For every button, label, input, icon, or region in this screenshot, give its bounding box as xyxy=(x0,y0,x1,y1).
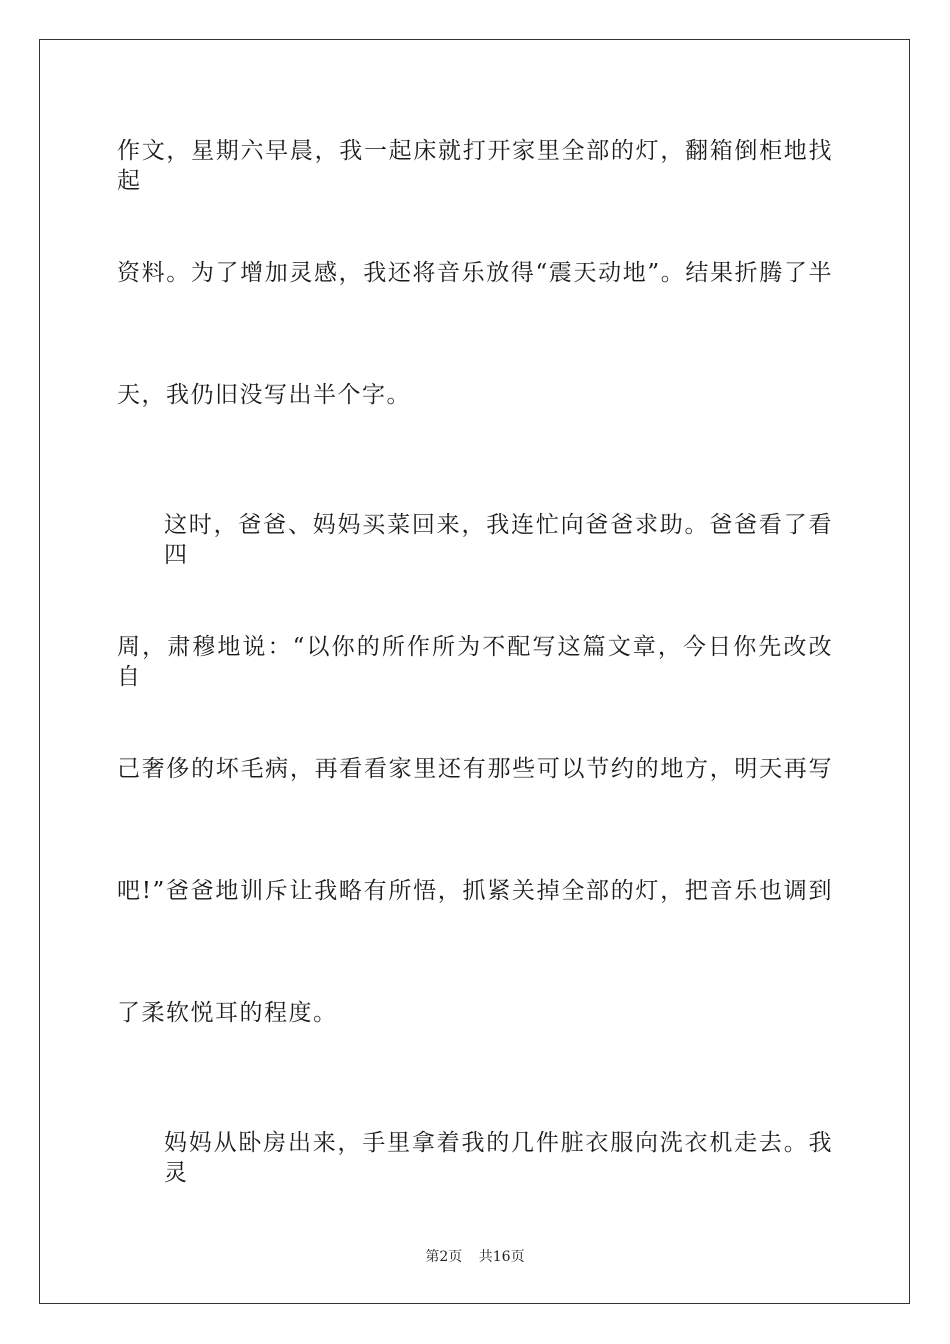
body-text-line: 吧!”爸爸地训斥让我略有所悟，抓紧关掉全部的灯，把音乐也调到 xyxy=(117,878,833,904)
paragraph-first-line: 这时，爸爸、妈妈买菜回来，我连忙向爸爸求助。爸爸看了看四 xyxy=(164,512,833,568)
page-total: 共16页 xyxy=(478,1249,525,1265)
body-text-line: 周，肃穆地说：“以你的所作所为不配写这篇文章，今日你先改改自 xyxy=(117,634,833,690)
body-text-line: 己奢侈的坏毛病，再看看家里还有那些可以节约的地方，明天再写 xyxy=(117,756,833,782)
body-text-line: 天，我仍旧没写出半个字。 xyxy=(117,382,411,408)
page-number: 第2页 xyxy=(425,1249,463,1265)
body-text-line: 了柔软悦耳的程度。 xyxy=(117,1000,338,1026)
body-text-line: 作文，星期六早晨，我一起床就打开家里全部的灯，翻箱倒柜地找起 xyxy=(117,138,833,194)
paragraph-first-line: 妈妈从卧房出来，手里拿着我的几件脏衣服向洗衣机走去。我灵 xyxy=(164,1130,833,1186)
body-text-line: 资料。为了增加灵感，我还将音乐放得“震天动地”。结果折腾了半 xyxy=(117,260,833,286)
page-footer xyxy=(0,1248,950,1266)
